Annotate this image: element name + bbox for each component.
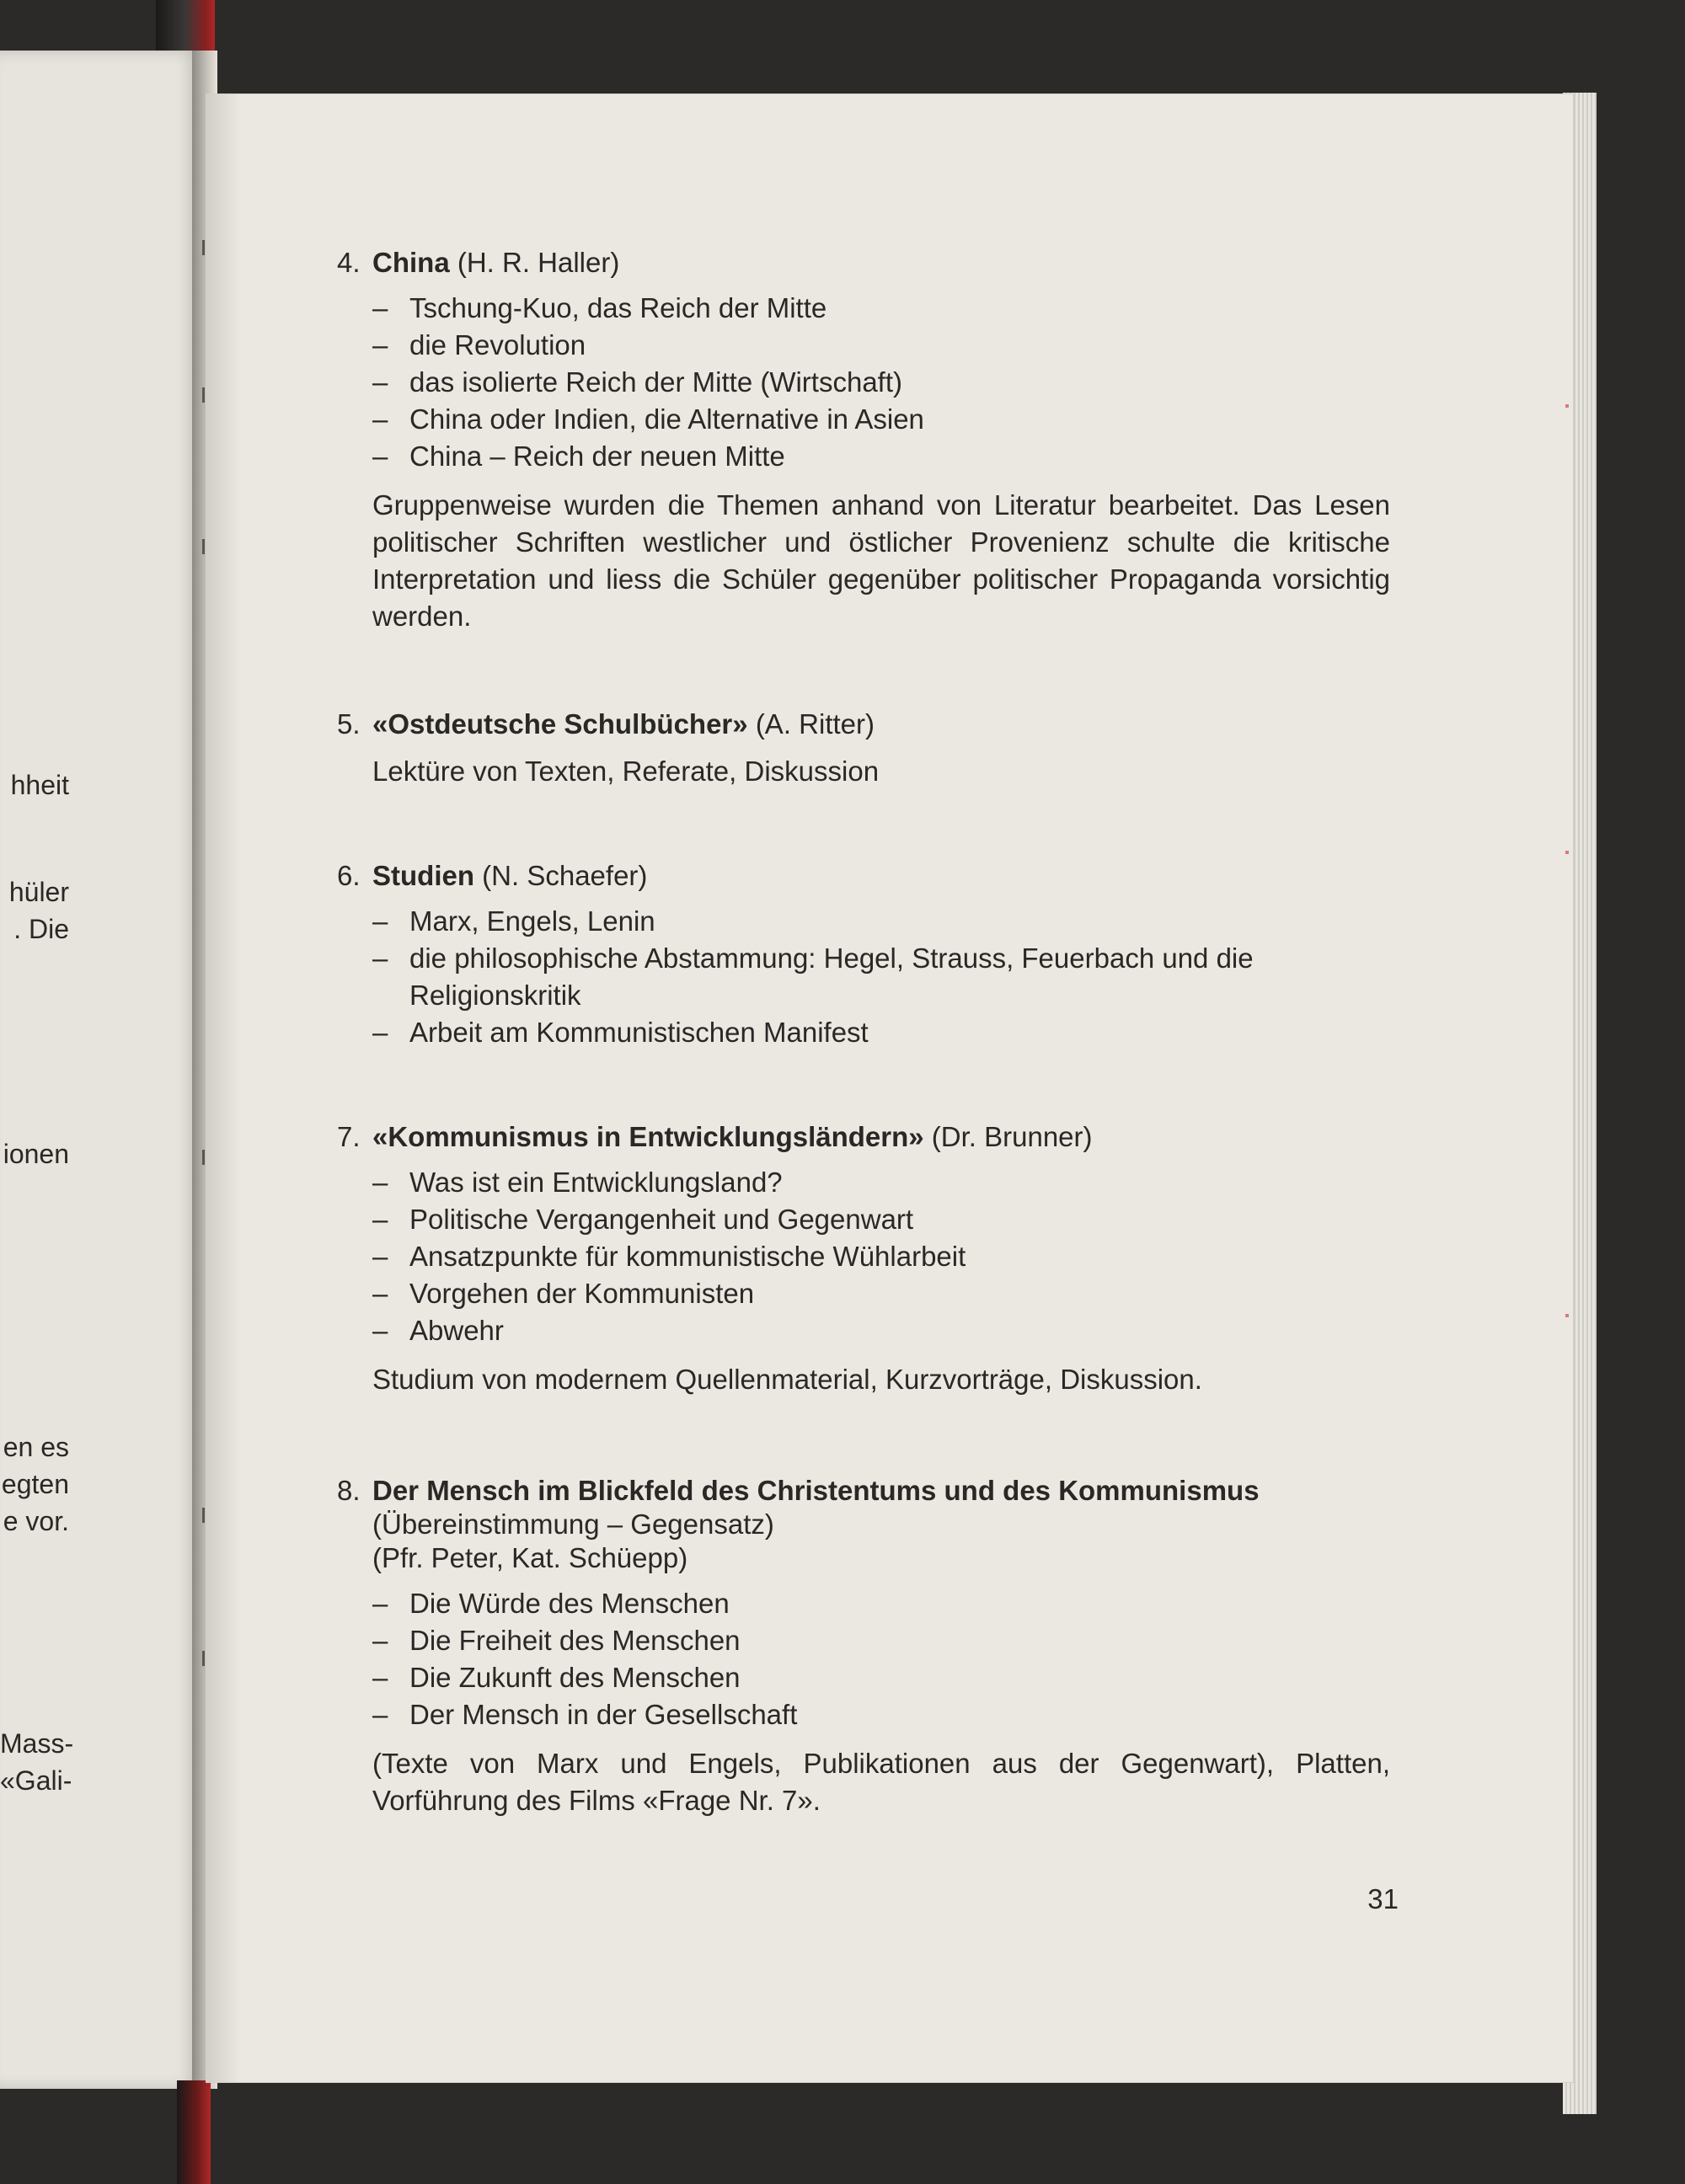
section-number: 7. xyxy=(337,1121,361,1152)
dash: – xyxy=(372,1241,388,1272)
dash: – xyxy=(372,1315,388,1346)
list-item xyxy=(372,1659,1390,1696)
topic-list xyxy=(337,903,1390,1051)
section-author: (Dr. Brunner) xyxy=(931,1121,1093,1152)
list-item xyxy=(372,1014,1390,1051)
binding-mark xyxy=(202,1508,205,1523)
list-item-text: das isolierte Reich der Mitte (Wirtschaft) xyxy=(409,366,902,398)
list-item xyxy=(372,940,1390,1014)
edge-mark xyxy=(1565,404,1569,408)
list-item xyxy=(372,1622,1390,1659)
list-item-text: Der Mensch in der Gesellschaft xyxy=(409,1699,798,1730)
left-text-fragment: hüler xyxy=(8,877,69,907)
left-text-fragment: e vor. xyxy=(3,1506,69,1536)
dash: – xyxy=(372,1625,388,1656)
list-item xyxy=(372,1275,1390,1312)
list-item-text: die philosophische Abstammung: Hegel, Strauss, Feuerbach und die Religionskritik xyxy=(409,942,1254,1011)
list-item-text: Die Zukunft des Menschen xyxy=(409,1662,741,1693)
section-heading xyxy=(337,246,1390,280)
dash: – xyxy=(372,1699,388,1730)
list-item-text: Marx, Engels, Lenin xyxy=(409,905,655,937)
left-text-fragment: . Die xyxy=(13,914,69,944)
section-title: «Ostdeutsche Schulbücher» xyxy=(372,708,748,740)
section-heading xyxy=(337,1120,1390,1154)
left-page xyxy=(0,51,202,2089)
book-spine-bottom xyxy=(177,2080,211,2184)
list-item-text: Vorgehen der Kommunisten xyxy=(409,1278,755,1309)
section-subtitle: (Übereinstimmung – Gegensatz) xyxy=(372,1509,774,1540)
section-7 xyxy=(337,1120,1390,1398)
dash: – xyxy=(372,292,388,323)
section-paragraph: (Texte von Marx und Engels, Publikationen aus der Gegenwart), Platten, Vorführung des Films «Frage Nr. 7». xyxy=(372,1748,1390,1816)
list-item-text: die Revolution xyxy=(409,329,586,360)
list-item-text: Ansatzpunkte für kommunistische Wühlarbeit xyxy=(409,1241,966,1272)
section-paragraph: Studium von modernem Quellenmaterial, Kurzvorträge, Diskussion. xyxy=(372,1364,1202,1395)
list-item xyxy=(372,1238,1390,1275)
list-item-text: Tschung-Kuo, das Reich der Mitte xyxy=(409,292,827,323)
list-item xyxy=(372,438,1390,475)
list-item xyxy=(372,327,1390,364)
list-item xyxy=(372,1696,1390,1733)
section-heading xyxy=(337,708,1390,741)
section-heading xyxy=(337,859,1390,893)
left-text-fragment: «Gali- xyxy=(0,1765,72,1796)
dash: – xyxy=(372,942,388,974)
binding-mark xyxy=(202,387,205,403)
dash: – xyxy=(372,1204,388,1235)
topic-list xyxy=(337,1585,1390,1733)
section-number: 8. xyxy=(337,1475,361,1506)
left-text-fragment: hheit xyxy=(10,770,69,800)
dash: – xyxy=(372,1167,388,1198)
dash: – xyxy=(372,403,388,435)
binding-mark xyxy=(202,1150,205,1165)
edge-mark xyxy=(1565,851,1569,854)
section-8 xyxy=(337,1474,1390,1819)
list-item-text: China oder Indien, die Alternative in Asien xyxy=(409,403,924,435)
section-paragraph: Lektüre von Texten, Referate, Diskussion xyxy=(372,756,880,787)
left-text-fragment: en es xyxy=(3,1432,69,1462)
section-title: «Kommunismus in Entwicklungsländern» xyxy=(372,1121,924,1152)
section-paragraph: Gruppenweise wurden die Themen anhand von Literatur bearbeitet. Das Lesen politischer Schriften westlicher und östlicher Provenienz schulte die kritische Interpretation und liess die Schüler gegenüber politischer Propaganda vorsichtig werden. xyxy=(372,489,1390,632)
dash: – xyxy=(372,441,388,472)
left-text-fragment: ionen xyxy=(3,1139,69,1169)
dash: – xyxy=(372,366,388,398)
list-item xyxy=(372,903,1390,940)
edge-mark xyxy=(1565,1314,1569,1317)
list-item xyxy=(372,1585,1390,1622)
left-text-fragment: egten xyxy=(1,1469,69,1499)
dash: – xyxy=(372,1017,388,1048)
list-item-text: Die Freiheit des Menschen xyxy=(409,1625,741,1656)
section-author: (H. R. Haller) xyxy=(457,247,620,278)
section-title: Studien xyxy=(372,860,474,891)
section-author: (A. Ritter) xyxy=(755,708,875,740)
list-item-text: Die Würde des Menschen xyxy=(409,1588,730,1619)
page-number: 31 xyxy=(1367,1883,1399,1914)
binding-mark xyxy=(202,1651,205,1666)
binding-mark xyxy=(202,539,205,554)
section-number: 6. xyxy=(337,860,361,891)
section-heading xyxy=(337,1474,1390,1508)
binding-mark xyxy=(202,240,205,255)
topic-list xyxy=(337,290,1390,475)
list-item-text: China – Reich der neuen Mitte xyxy=(409,441,785,472)
list-item-text: Was ist ein Entwicklungsland? xyxy=(409,1167,783,1198)
list-item-text: Politische Vergangenheit und Gegenwart xyxy=(409,1204,914,1235)
left-text-fragment: Mass- xyxy=(0,1728,74,1759)
section-number: 5. xyxy=(337,708,361,740)
section-title: China xyxy=(372,247,450,278)
topic-list xyxy=(337,1164,1390,1349)
section-title: Der Mensch im Blickfeld des Christentums und des Kommunismus xyxy=(372,1475,1260,1506)
dash: – xyxy=(372,1278,388,1309)
dash: – xyxy=(372,1662,388,1693)
section-author: (Pfr. Peter, Kat. Schüepp) xyxy=(372,1542,688,1573)
list-item-text: Arbeit am Kommunistischen Manifest xyxy=(409,1017,869,1048)
list-item xyxy=(372,364,1390,401)
dash: – xyxy=(372,329,388,360)
section-number: 4. xyxy=(337,247,361,278)
list-item-text: Abwehr xyxy=(409,1315,504,1346)
section-author: (N. Schaefer) xyxy=(482,860,648,891)
list-item xyxy=(372,290,1390,327)
section-4 xyxy=(337,246,1390,635)
dash: – xyxy=(372,905,388,937)
dash: – xyxy=(372,1588,388,1619)
section-5 xyxy=(337,708,1390,790)
list-item xyxy=(372,401,1390,438)
list-item xyxy=(372,1312,1390,1349)
list-item xyxy=(372,1201,1390,1238)
list-item xyxy=(372,1164,1390,1201)
section-6 xyxy=(337,859,1390,1051)
